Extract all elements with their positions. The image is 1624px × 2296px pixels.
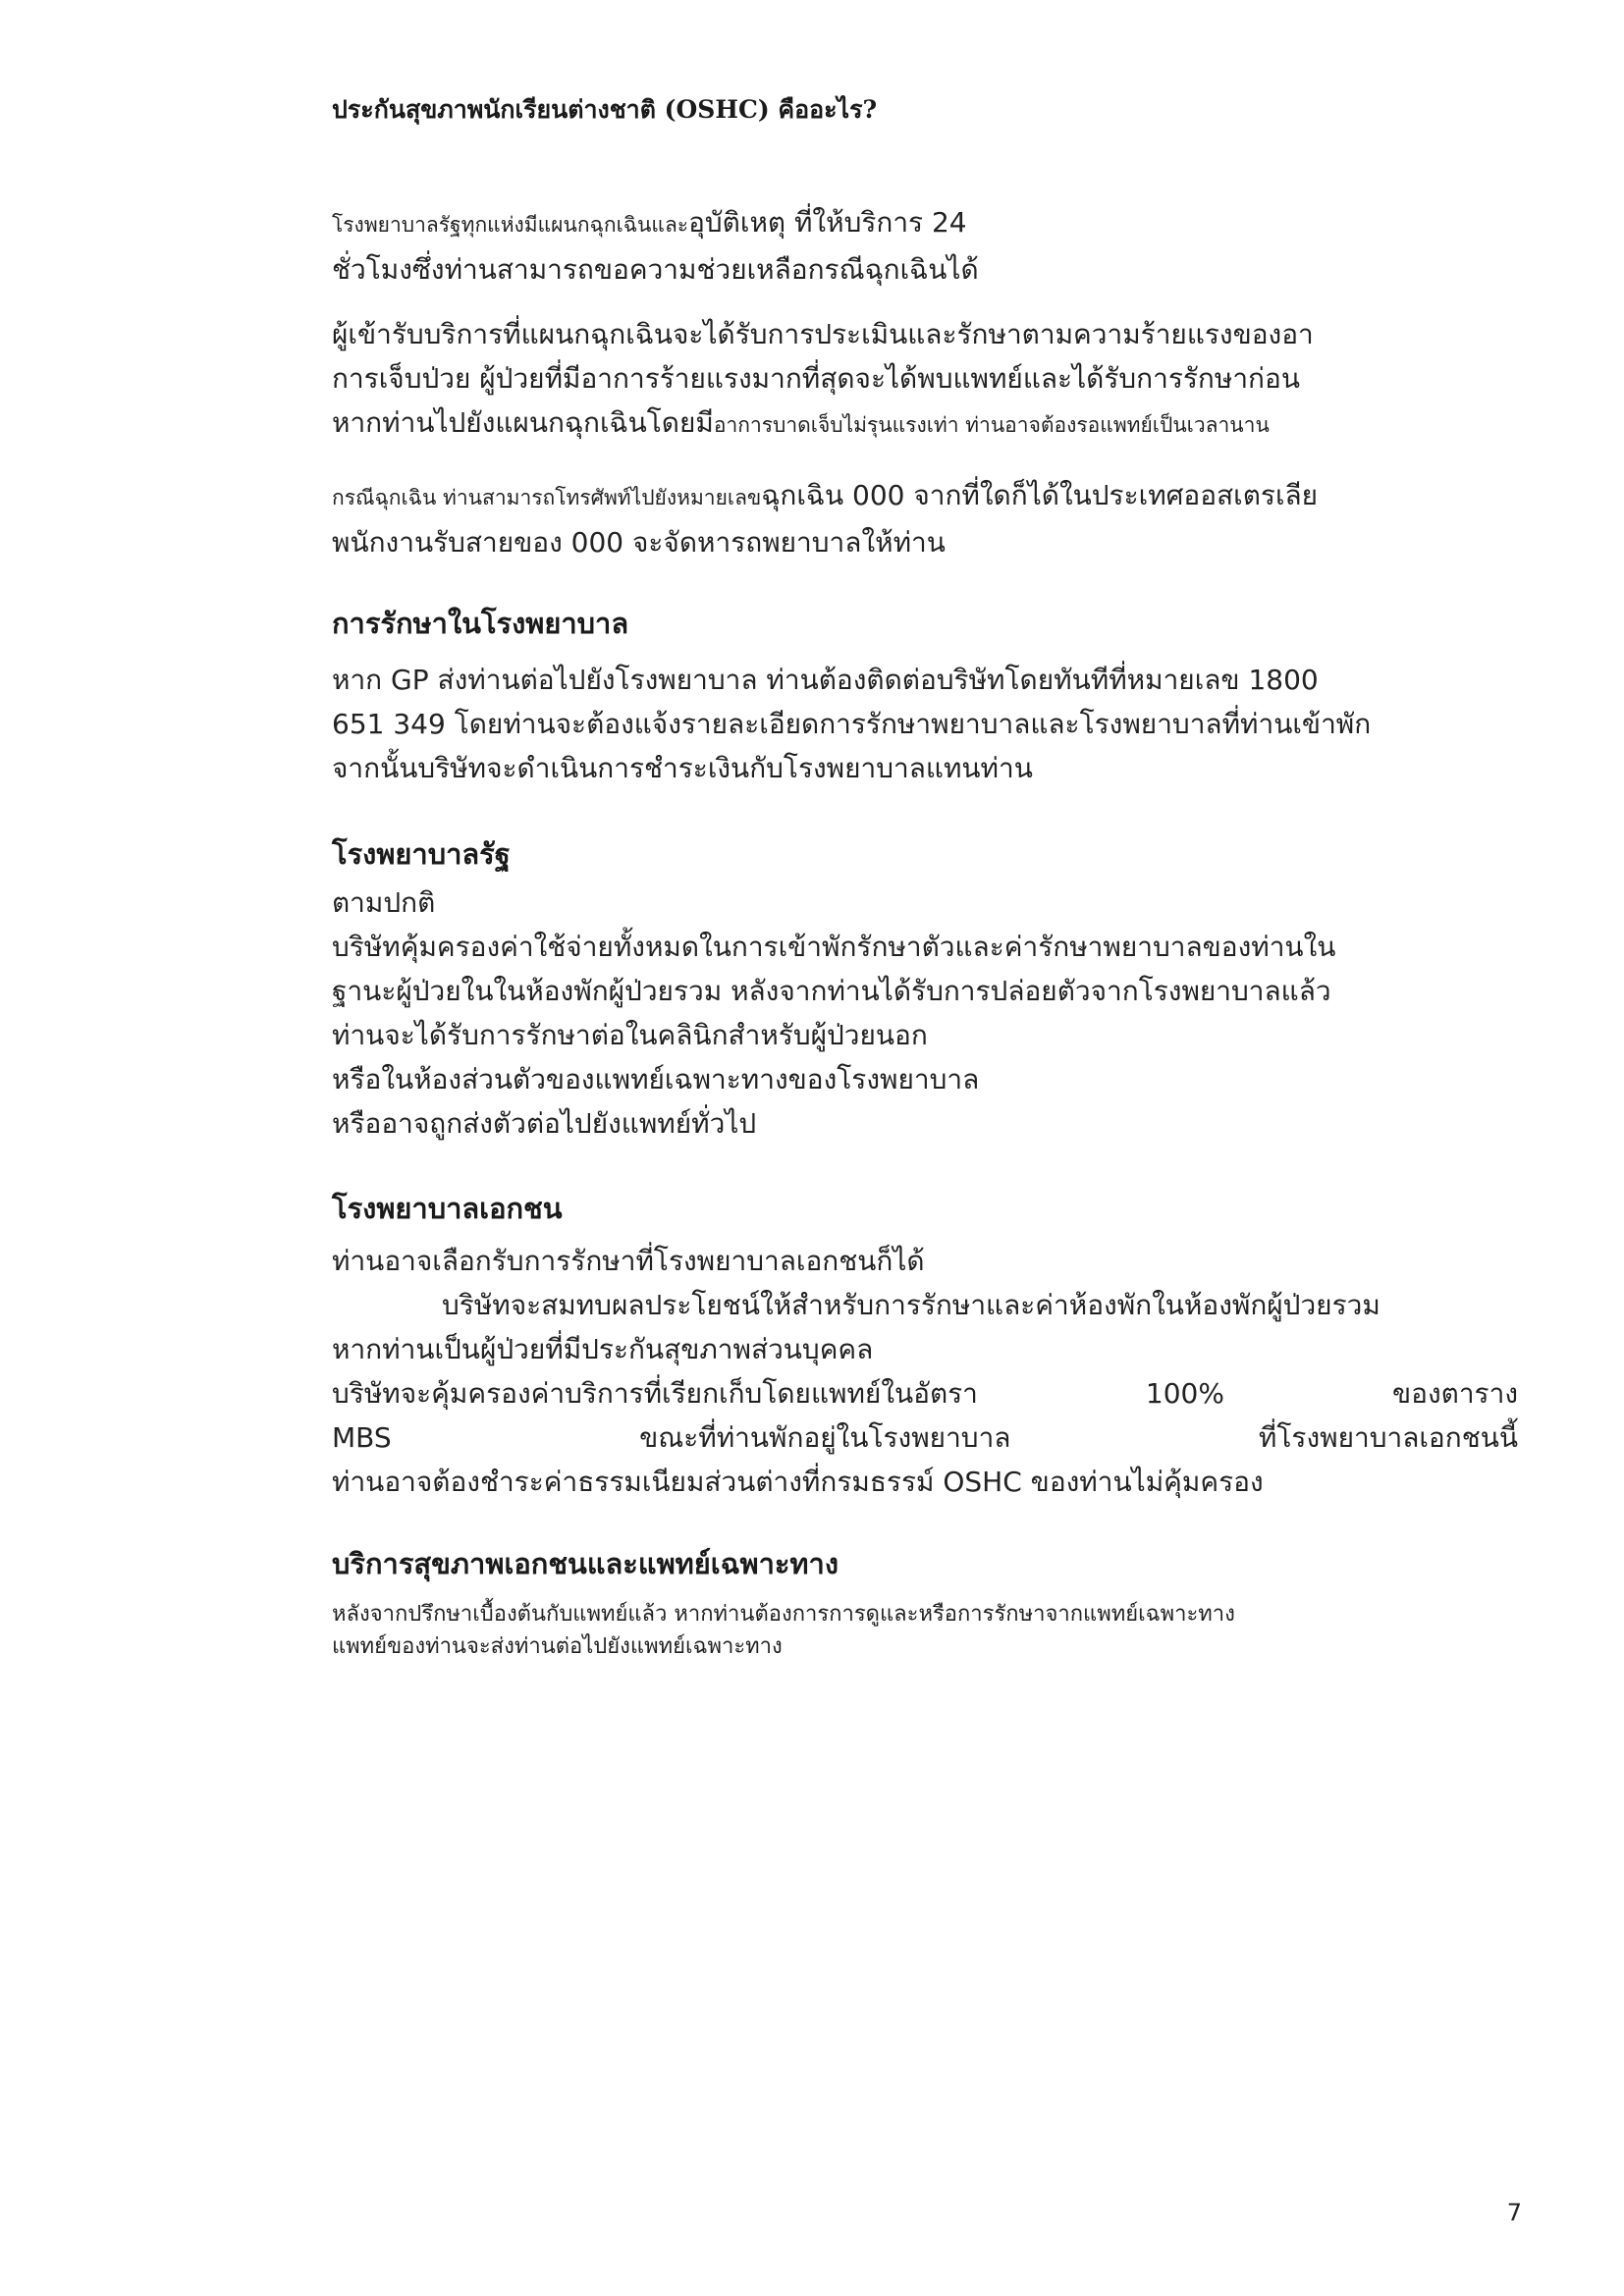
hospital-treatment-line: 651 349 โดยท่านจะต้องแจ้งรายละเอียดการรักษาพยาบาลและโรงพยาบาลที่ท่านเข้าพัก xyxy=(332,708,1372,740)
public-hospital-line: ฐานะผู้ป่วยในในห้องพักผู้ป่วยรวม หลังจากท่านได้รับการปล่อยตัวจากโรงพยาบาลแล้ว xyxy=(332,975,1331,1007)
specialist-line: แพทย์ของท่านจะส่งท่านต่อไปยังแพทย์เฉพาะทาง xyxy=(332,1634,783,1659)
private-hospital-line-4 xyxy=(332,1371,1518,1415)
public-hospital-line: ท่านจะได้รับการรักษาต่อในคลินิกสำหรับผู้ป่วยนอก xyxy=(332,1019,928,1051)
call-000-line-2: พนักงานรับสายของ 000 จะจัดหารถพยาบาลให้ท่าน xyxy=(332,526,946,559)
emergency-line-1-small: โรงพยาบาลรัฐทุกแห่งมีแผนกฉุกเฉินและ xyxy=(332,213,689,237)
page-title: ประกันสุขภาพนักเรียนต่างชาติ (OSHC) คืออะไร? xyxy=(332,95,878,124)
emergency-line-1-large: อุบัติเหตุ ที่ให้บริการ 24 xyxy=(688,206,967,239)
page-number: 7 xyxy=(1506,2199,1522,2226)
public-hospital-line: ตามปกติ xyxy=(332,886,436,919)
public-hospital-line: หรืออาจถูกส่งตัวต่อไปยังแพทย์ทั่วไป xyxy=(332,1107,757,1140)
triage-line-3 xyxy=(332,400,1522,448)
public-hospital-line: บริษัทคุ้มครองค่าใช้จ่ายทั้งหมดในการเข้าพักรักษาตัวและค่ารักษาพยาบาลของท่านใน xyxy=(332,931,1336,963)
hospital-treatment-heading: การรักษาในโรงพยาบาล xyxy=(332,607,629,640)
hospital-treatment-paragraph xyxy=(332,658,1522,790)
hospital-treatment-line: จากนั้นบริษัทจะดำเนินการชำระเงินกับโรงพยาบาลแทนท่าน xyxy=(332,752,1033,784)
private-hospital-line-5-part: ที่โรงพยาบาลเอกชนนี้ xyxy=(1258,1421,1518,1454)
private-hospital-line-5-part: ขณะที่ท่านพักอยู่ในโรงพยาบาล xyxy=(639,1421,1011,1454)
call-000-line-1 xyxy=(332,473,1522,520)
triage-line-3-small: อาการบาดเจ็บไม่รุนแรงเท่า ท่านอาจต้องรอแพทย์เป็นเวลานาน xyxy=(713,413,1270,437)
triage-line-1: ผู้เข้ารับบริการที่แผนกฉุกเฉินจะได้รับการประเมินและรักษาตามความร้ายแรงของอา xyxy=(332,318,1314,350)
emergency-line-2: ชั่วโมงซึ่งท่านสามารถขอความช่วยเหลือกรณีฉุกเฉินได้ xyxy=(332,253,979,286)
emergency-paragraph xyxy=(332,200,1522,292)
private-hospital-line-6: ท่านอาจต้องชำระค่าธรรมเนียมส่วนต่างที่กรมธรรม์ OSHC ของท่านไม่คุ้มครอง xyxy=(332,1466,1264,1498)
private-hospital-line-4-part: บริษัทจะคุ้มครองค่าบริการที่เรียกเก็บโดยแพทย์ในอัตรา xyxy=(332,1377,978,1410)
specialist-services-heading: บริการสุขภาพเอกชนและแพทย์เฉพาะทาง xyxy=(332,1547,839,1580)
private-hospital-line-5 xyxy=(332,1415,1518,1460)
public-hospital-heading: โรงพยาบาลรัฐ xyxy=(332,837,511,871)
private-hospital-line-3: หากท่านเป็นผู้ป่วยที่มีประกันสุขภาพส่วนบุคคล xyxy=(332,1333,874,1365)
call-000-line-1-large: ฉุกเฉิน 000 จากที่ใดก็ได้ในประเทศออสเตรเลีย xyxy=(761,479,1319,511)
specialist-line: หลังจากปรึกษาเบื้องต้นกับแพทย์แล้ว หากท่านต้องการการดูและหรือการรักษาจากแพทย์เฉพาะทาง xyxy=(332,1602,1235,1627)
coverage-rate: 100% xyxy=(1145,1377,1224,1410)
private-hospital-paragraph xyxy=(332,1239,1522,1504)
triage-line-2: การเจ็บป่วย ผู้ป่วยที่มีอาการร้ายแรงมากที่สุดจะได้พบแพทย์และได้รับการรักษาก่อน xyxy=(332,362,1300,395)
private-hospital-line-2: บริษัทจะสมทบผลประโยชน์ให้สำหรับการรักษาและค่าห้องพักในห้องพักผู้ป่วยรวม xyxy=(442,1289,1380,1321)
call-000-paragraph xyxy=(332,473,1522,564)
private-hospital-line-1: ท่านอาจเลือกรับการรักษาที่โรงพยาบาลเอกชนก็ได้ xyxy=(332,1245,925,1277)
private-hospital-line-4-part: ของตาราง xyxy=(1392,1377,1518,1410)
triage-paragraph xyxy=(332,312,1522,448)
private-hospital-heading: โรงพยาบาลเอกชน xyxy=(332,1192,563,1225)
emergency-line-1 xyxy=(332,200,1522,247)
hospital-treatment-line: หาก GP ส่งท่านต่อไปยังโรงพยาบาล ท่านต้องติดต่อบริษัทโดยทันทีที่หมายเลข 1800 xyxy=(332,664,1319,696)
public-hospital-paragraph xyxy=(332,881,1522,1146)
specialist-services-paragraph xyxy=(332,1598,1522,1663)
document-page xyxy=(332,0,1522,2296)
call-000-line-1-small: กรณีฉุกเฉิน ท่านสามารถโทรศัพท์ไปยังหมายเลข xyxy=(332,486,762,509)
public-hospital-line: หรือในห้องส่วนตัวของแพทย์เฉพาะทางของโรงพยาบาล xyxy=(332,1063,980,1095)
mbs-label: MBS xyxy=(332,1421,392,1454)
triage-line-3-large: หากท่านไปยังแผนกฉุกเฉินโดยมี xyxy=(332,406,714,439)
